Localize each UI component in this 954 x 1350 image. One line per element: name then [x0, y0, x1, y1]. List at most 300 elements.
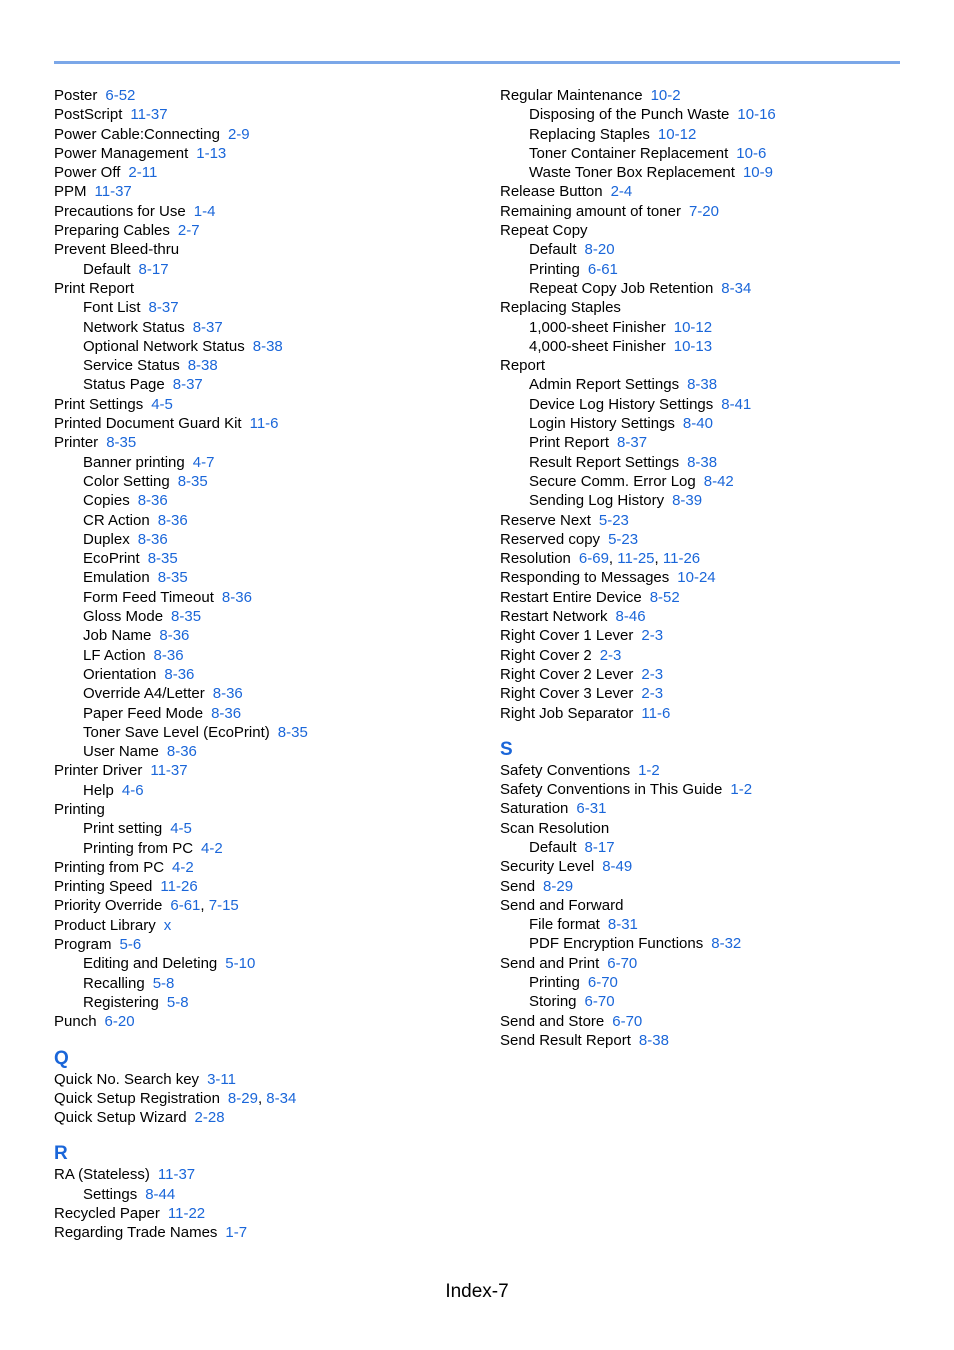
- index-term: LF Action: [83, 646, 146, 664]
- page-refs: [588, 974, 618, 991]
- page-ref-link[interactable]: 6-31: [576, 800, 607, 818]
- index-term: Send and Store: [500, 1012, 605, 1030]
- page-ref-link[interactable]: 6-69: [578, 550, 609, 568]
- page-ref-separator: ,: [200, 897, 209, 915]
- index-subentry: [500, 934, 930, 953]
- index-term: Default: [529, 241, 577, 259]
- page-ref-link[interactable]: 8-35: [106, 434, 137, 452]
- index-term: Paper Feed Mode: [83, 704, 204, 722]
- page-refs: [167, 743, 197, 760]
- index-term: Settings: [83, 1185, 138, 1203]
- index-subentry: [500, 240, 930, 259]
- index-entry: [54, 896, 484, 915]
- page-ref-link[interactable]: 4-5: [170, 820, 192, 838]
- index-term: Printing: [54, 800, 105, 818]
- page-ref-link[interactable]: 2-3: [599, 646, 622, 664]
- page-refs: [207, 1071, 236, 1088]
- index-entry: [54, 240, 484, 259]
- page-ref-link[interactable]: 8-38: [252, 337, 283, 355]
- page-ref-link[interactable]: 5-8: [152, 974, 175, 992]
- page-ref-link[interactable]: 8-34: [266, 1089, 297, 1107]
- page-refs: [641, 705, 670, 722]
- index-subentry: [500, 279, 930, 298]
- page-ref-link[interactable]: 8-31: [607, 916, 638, 934]
- page-ref-link[interactable]: 8-44: [145, 1185, 176, 1203]
- page-ref-link[interactable]: 8-46: [615, 608, 646, 626]
- page-ref-link[interactable]: 1-7: [225, 1224, 248, 1242]
- index-entry: [54, 125, 484, 144]
- page-ref-link[interactable]: 8-38: [687, 453, 718, 471]
- page-ref-link[interactable]: 8-36: [153, 646, 184, 664]
- page-ref-link[interactable]: 2-3: [641, 685, 664, 703]
- page-ref-link[interactable]: 8-38: [638, 1031, 669, 1049]
- page-refs: [160, 878, 197, 895]
- page-refs: [120, 936, 142, 953]
- index-subentry: [54, 356, 484, 375]
- page-ref-link[interactable]: 1-2: [730, 781, 753, 799]
- page-ref-link[interactable]: 11-26: [160, 878, 198, 896]
- page-ref-link[interactable]: 3-11: [207, 1070, 236, 1088]
- index-term: Restart Entire Device: [500, 588, 642, 606]
- page-refs: [658, 126, 696, 143]
- page-refs: [611, 183, 633, 200]
- index-term: Copies: [83, 492, 130, 510]
- index-entry: [500, 549, 930, 568]
- page-ref-link[interactable]: 10-6: [736, 144, 767, 162]
- page-ref-link[interactable]: 8-29: [227, 1089, 258, 1107]
- section-letter-s: S: [500, 738, 513, 760]
- index-term: Orientation: [83, 665, 157, 683]
- index-term: Punch: [54, 1013, 97, 1031]
- page-refs: [149, 299, 179, 316]
- index-entry: [500, 896, 930, 915]
- index-term: Precautions for Use: [54, 202, 186, 220]
- page-ref-link[interactable]: 5-8: [166, 993, 189, 1011]
- index-term: PDF Encryption Functions: [529, 935, 704, 953]
- page-ref-link[interactable]: 6-20: [104, 1013, 135, 1031]
- page-ref-link[interactable]: 10-2: [650, 87, 681, 104]
- index-subentry: [500, 433, 930, 452]
- page-refs: [617, 434, 647, 451]
- index-term: Replacing Staples: [500, 299, 621, 317]
- index-term: Right Cover 2 Lever: [500, 665, 634, 683]
- index-term: Override A4/Letter: [83, 685, 205, 703]
- page-ref-link[interactable]: 7-15: [208, 897, 239, 915]
- page-ref-link[interactable]: 8-32: [711, 935, 742, 953]
- page-refs: [193, 319, 223, 336]
- page-refs: [211, 705, 241, 722]
- page-refs: [172, 859, 194, 876]
- index-term: Registering: [83, 993, 159, 1011]
- index-term: Network Status: [83, 318, 185, 336]
- index-term: Send: [500, 877, 536, 895]
- page-ref-link[interactable]: 8-52: [649, 588, 680, 606]
- page-ref-link[interactable]: 5-10: [225, 955, 256, 973]
- page-refs: [608, 531, 638, 548]
- page-ref-link[interactable]: 4-2: [172, 858, 194, 876]
- page-refs: [585, 839, 615, 856]
- page-ref-link[interactable]: 8-36: [166, 743, 197, 761]
- index-term: Printed Document Guard Kit: [54, 415, 242, 433]
- page-ref-link[interactable]: 11-37: [130, 106, 168, 124]
- index-term: Optional Network Status: [83, 337, 245, 355]
- index-term: Job Name: [83, 627, 152, 645]
- index-term: Recalling: [83, 974, 145, 992]
- page-ref-link[interactable]: 8-40: [682, 415, 713, 433]
- page-ref-link[interactable]: 8-36: [212, 685, 243, 703]
- index-entry: [54, 877, 484, 896]
- index-entry: [500, 182, 930, 201]
- index-term: Program: [54, 936, 112, 954]
- page-refs: [674, 319, 712, 336]
- section-letter-r: R: [54, 1143, 68, 1165]
- index-term: Replacing Staples: [529, 125, 650, 143]
- page-ref-link[interactable]: 8-35: [157, 569, 188, 587]
- index-term: Result Report Settings: [529, 453, 680, 471]
- page-refs: [704, 473, 734, 490]
- index-subentry: [500, 105, 930, 124]
- page-ref-link[interactable]: 2-3: [641, 627, 664, 645]
- index-subentry: [54, 588, 484, 607]
- index-term: Print Settings: [54, 395, 144, 413]
- index-subentry: [500, 125, 930, 144]
- index-term: Priority Override: [54, 897, 163, 915]
- index-subentry: [54, 665, 484, 684]
- index-term: Printing from PC: [54, 858, 165, 876]
- index-term: Device Log History Settings: [529, 395, 714, 413]
- page-ref-link[interactable]: 11-25: [617, 550, 655, 568]
- index-term: EcoPrint: [83, 550, 140, 568]
- index-term: File format: [529, 916, 600, 934]
- page-refs: [138, 531, 168, 548]
- page-ref-link[interactable]: 10-24: [677, 569, 716, 587]
- index-entry: [500, 684, 930, 703]
- index-subentry: [54, 607, 484, 626]
- index-subentry: [500, 395, 930, 414]
- page-ref-link[interactable]: 8-38: [187, 357, 218, 375]
- index-term: Secure Comm. Error Log: [529, 472, 696, 490]
- page-refs: [612, 1013, 642, 1030]
- page-refs: [196, 145, 226, 162]
- page-ref-link[interactable]: 7-20: [688, 202, 719, 220]
- page-ref-link[interactable]: 2-28: [194, 1109, 225, 1127]
- page-ref-link[interactable]: 10-12: [673, 318, 713, 336]
- index-term: Send Result Report: [500, 1031, 631, 1049]
- page-ref-link[interactable]: 4-6: [121, 781, 144, 799]
- page-ref-separator: ,: [654, 550, 663, 568]
- page-refs: [164, 666, 194, 683]
- index-subentry: [500, 163, 930, 182]
- index-term: Send and Print: [500, 954, 600, 972]
- index-subentry: [54, 839, 484, 858]
- page-refs: [145, 1186, 175, 1203]
- page-ref-link[interactable]: 8-37: [192, 318, 223, 336]
- index-subentry: [500, 973, 930, 992]
- page-refs: [170, 820, 192, 837]
- page-ref-link[interactable]: 6-70: [587, 974, 618, 992]
- page-ref-link[interactable]: 2-11: [128, 164, 158, 182]
- page-ref-link[interactable]: 6-61: [587, 260, 618, 278]
- page-refs: [602, 858, 632, 875]
- page-ref-link[interactable]: 8-37: [617, 434, 648, 452]
- page-ref-link[interactable]: 8-39: [672, 492, 703, 510]
- index-term: Status Page: [83, 376, 165, 394]
- page-ref-link[interactable]: 8-36: [137, 492, 168, 510]
- index-entry: [54, 858, 484, 877]
- page-refs: [650, 589, 680, 606]
- page-refs: [122, 782, 144, 799]
- page-refs: [228, 126, 250, 143]
- page-ref-link[interactable]: 11-26: [662, 550, 701, 568]
- index-subentry: [54, 819, 484, 838]
- index-term: Safety Conventions: [500, 761, 631, 779]
- page-refs: [178, 473, 208, 490]
- index-term: Service Status: [83, 357, 180, 375]
- index-term: Storing: [529, 993, 577, 1011]
- index-term: Admin Report Settings: [529, 376, 680, 394]
- index-subentry: [54, 337, 484, 356]
- index-subentry: [500, 414, 930, 433]
- page-refs: [139, 261, 169, 278]
- index-entry: [500, 857, 930, 876]
- page-refs: [138, 492, 168, 509]
- page-ref-link[interactable]: 8-41: [721, 395, 752, 413]
- page-ref-link[interactable]: 6-61: [170, 897, 201, 915]
- page-ref-link[interactable]: 2-9: [227, 125, 250, 143]
- page-ref-link[interactable]: 11-37: [150, 762, 188, 780]
- page-ref-link[interactable]: 11-22: [167, 1205, 206, 1223]
- index-entry: [54, 433, 484, 452]
- page-ref-link[interactable]: 8-35: [177, 472, 208, 490]
- page-ref-link[interactable]: 1-4: [193, 202, 216, 220]
- page-refs: [599, 512, 629, 529]
- page-ref-link[interactable]: 2-4: [610, 183, 633, 201]
- index-entry: [500, 780, 930, 799]
- page-ref-link[interactable]: 4-7: [192, 453, 215, 471]
- index-subentry: [500, 915, 930, 934]
- index-entry: [54, 1165, 484, 1184]
- index-term: Scan Resolution: [500, 819, 610, 837]
- page-ref-link[interactable]: 8-17: [584, 838, 615, 856]
- index-term: Login History Settings: [529, 415, 675, 433]
- index-entry: [54, 163, 484, 182]
- page-ref-link[interactable]: 8-38: [687, 376, 718, 394]
- index-entry: [54, 414, 484, 433]
- page-ref-link[interactable]: 5-6: [119, 936, 142, 954]
- index-subentry: [500, 144, 930, 163]
- index-term: Toner Container Replacement: [529, 144, 729, 162]
- page-refs: [737, 106, 775, 123]
- page-ref-link[interactable]: 8-29: [543, 877, 574, 895]
- page-ref-link[interactable]: 8-36: [157, 511, 188, 529]
- page-refs: [721, 280, 751, 297]
- index-term: Recycled Paper: [54, 1205, 160, 1223]
- index-term: Printing Speed: [54, 878, 153, 896]
- page-refs: [641, 627, 663, 644]
- page-refs: [173, 376, 203, 393]
- index-entry: [500, 704, 930, 723]
- index-subentry: [54, 704, 484, 723]
- index-term: Print Report: [529, 434, 610, 452]
- page-ref-link[interactable]: 8-37: [172, 376, 203, 394]
- index-term: Font List: [83, 299, 141, 317]
- page-ref-link[interactable]: 8-36: [211, 704, 242, 722]
- page-ref-link[interactable]: 4-5: [151, 395, 173, 413]
- page-number: Index-7: [445, 1281, 509, 1302]
- index-term: Security Level: [500, 858, 595, 876]
- index-entry: [54, 800, 484, 819]
- page-ref-link[interactable]: 8-49: [602, 858, 633, 876]
- index-subentry: [54, 375, 484, 394]
- index-entry: [500, 646, 930, 665]
- page-ref-link[interactable]: 10-16: [737, 106, 776, 124]
- page-refs: [674, 338, 712, 355]
- index-term: RA (Stateless): [54, 1166, 150, 1184]
- index-term: Right Cover 1 Lever: [500, 627, 634, 645]
- page-refs: [687, 454, 717, 471]
- index-term: Restart Network: [500, 608, 608, 626]
- index-term: User Name: [83, 743, 159, 761]
- page-refs: [576, 800, 606, 817]
- index-term: Right Cover 3 Lever: [500, 685, 634, 703]
- index-entry: [54, 916, 484, 935]
- index-term: Send and Forward: [500, 896, 624, 914]
- page-ref-link[interactable]: 8-35: [277, 723, 308, 741]
- index-entry: [54, 1089, 484, 1108]
- page-refs: [148, 550, 178, 567]
- page-ref-link[interactable]: 8-20: [584, 241, 615, 259]
- index-subentry: [54, 974, 484, 993]
- index-entry: [54, 182, 484, 201]
- page-refs: [154, 647, 184, 664]
- page-refs: [651, 87, 681, 104]
- header-rule: [54, 61, 900, 64]
- page-ref-link[interactable]: 4-2: [201, 839, 223, 857]
- index-term: Quick No. Search key: [54, 1070, 200, 1088]
- page-refs: [168, 1205, 205, 1222]
- page-ref-link[interactable]: 10-13: [673, 337, 713, 355]
- index-subentry: [500, 337, 930, 356]
- page-ref-link[interactable]: 8-42: [703, 472, 734, 490]
- index-term: Regular Maintenance: [500, 87, 643, 104]
- index-subentry: [54, 318, 484, 337]
- page-ref-link[interactable]: 11-6: [249, 415, 279, 433]
- page-refs: [158, 512, 188, 529]
- page-refs: [194, 203, 216, 220]
- index-subentry: [54, 742, 484, 761]
- page-ref-link[interactable]: 6-70: [584, 993, 615, 1011]
- page-ref-link[interactable]: 8-17: [138, 260, 169, 278]
- page-refs: [278, 724, 308, 741]
- index-entry: [500, 877, 930, 896]
- page-ref-link[interactable]: 6-70: [607, 954, 638, 972]
- page-ref-link[interactable]: 1-2: [638, 761, 660, 779]
- page-ref-link[interactable]: 8-34: [721, 279, 752, 297]
- index-term: 4,000-sheet Finisher: [529, 337, 666, 355]
- index-column-left: [54, 86, 484, 1243]
- index-subentry: [54, 472, 484, 491]
- page-ref-link[interactable]: 10-9: [742, 164, 773, 182]
- page-refs: [608, 916, 638, 933]
- index-term: Prevent Bleed-thru: [54, 241, 180, 259]
- index-term: Printing: [529, 974, 580, 992]
- page-ref-link[interactable]: 10-12: [657, 125, 697, 143]
- page-refs: [600, 647, 622, 664]
- page-ref-link[interactable]: 8-36: [137, 530, 168, 548]
- index-term: Power Off: [54, 164, 121, 182]
- index-term: Repeat Copy Job Retention: [529, 279, 714, 297]
- page-ref-link[interactable]: 2-3: [641, 665, 664, 683]
- index-term: Repeat Copy: [500, 222, 588, 240]
- index-term: Quick Setup Wizard: [54, 1109, 187, 1127]
- index-term: Resolution: [500, 550, 571, 568]
- page-ref-separator: ,: [257, 1089, 267, 1107]
- index-term: Emulation: [83, 569, 150, 587]
- index-entry: [500, 568, 930, 587]
- index-subentry: [54, 511, 484, 530]
- page-ref-link[interactable]: x: [163, 916, 172, 934]
- index-subentry: [500, 472, 930, 491]
- index-subentry: [500, 491, 930, 510]
- page-ref-link[interactable]: 8-35: [171, 608, 202, 626]
- page-refs: [167, 994, 189, 1011]
- page-refs: [164, 917, 172, 934]
- index-term: Safety Conventions in This Guide: [500, 781, 723, 799]
- index-term: Preparing Cables: [54, 222, 170, 240]
- page-refs: [95, 183, 132, 200]
- index-entry: [500, 530, 930, 549]
- page-refs: [730, 781, 752, 798]
- page-ref-link[interactable]: 8-36: [164, 665, 195, 683]
- index-term: Help: [83, 781, 114, 799]
- page-ref-link[interactable]: 8-36: [159, 627, 190, 645]
- page-ref-link[interactable]: 6-70: [612, 1012, 643, 1030]
- index-entry: [500, 1012, 930, 1031]
- index-subentry: [54, 491, 484, 510]
- page-refs: [689, 203, 719, 220]
- page-refs: [677, 569, 715, 586]
- page-ref-link[interactable]: 11-37: [157, 1166, 196, 1184]
- page-refs: [225, 955, 255, 972]
- page-ref-link[interactable]: 5-23: [598, 511, 629, 529]
- page-ref-link[interactable]: 2-7: [177, 222, 200, 240]
- page-ref-link[interactable]: 5-23: [608, 530, 639, 548]
- index-term: Editing and Deleting: [83, 955, 218, 973]
- page-ref-link[interactable]: 8-35: [147, 550, 178, 568]
- index-term: Poster: [54, 87, 98, 104]
- page-ref-link[interactable]: 11-6: [641, 704, 671, 722]
- page-ref-link[interactable]: 1-13: [196, 144, 227, 162]
- page-refs: [588, 261, 618, 278]
- index-term: Release Button: [500, 183, 603, 201]
- index-term: Waste Toner Box Replacement: [529, 164, 735, 182]
- page-refs: [150, 762, 187, 779]
- page-ref-link[interactable]: 8-37: [148, 299, 179, 317]
- page-ref-link[interactable]: 8-36: [221, 588, 252, 606]
- index-term: Toner Save Level (EcoPrint): [83, 723, 270, 741]
- index-subentry: [54, 568, 484, 587]
- index-entry: [500, 298, 930, 317]
- page-ref-link[interactable]: 11-37: [94, 183, 132, 201]
- index-subentry: [500, 375, 930, 394]
- page-refs: [687, 376, 717, 393]
- index-entry: [54, 935, 484, 954]
- index-subentry: [54, 530, 484, 549]
- page-refs: [213, 685, 243, 702]
- page-ref-link[interactable]: 6-52: [105, 87, 136, 104]
- page-refs: [158, 1166, 195, 1183]
- index-subentry: [54, 453, 484, 472]
